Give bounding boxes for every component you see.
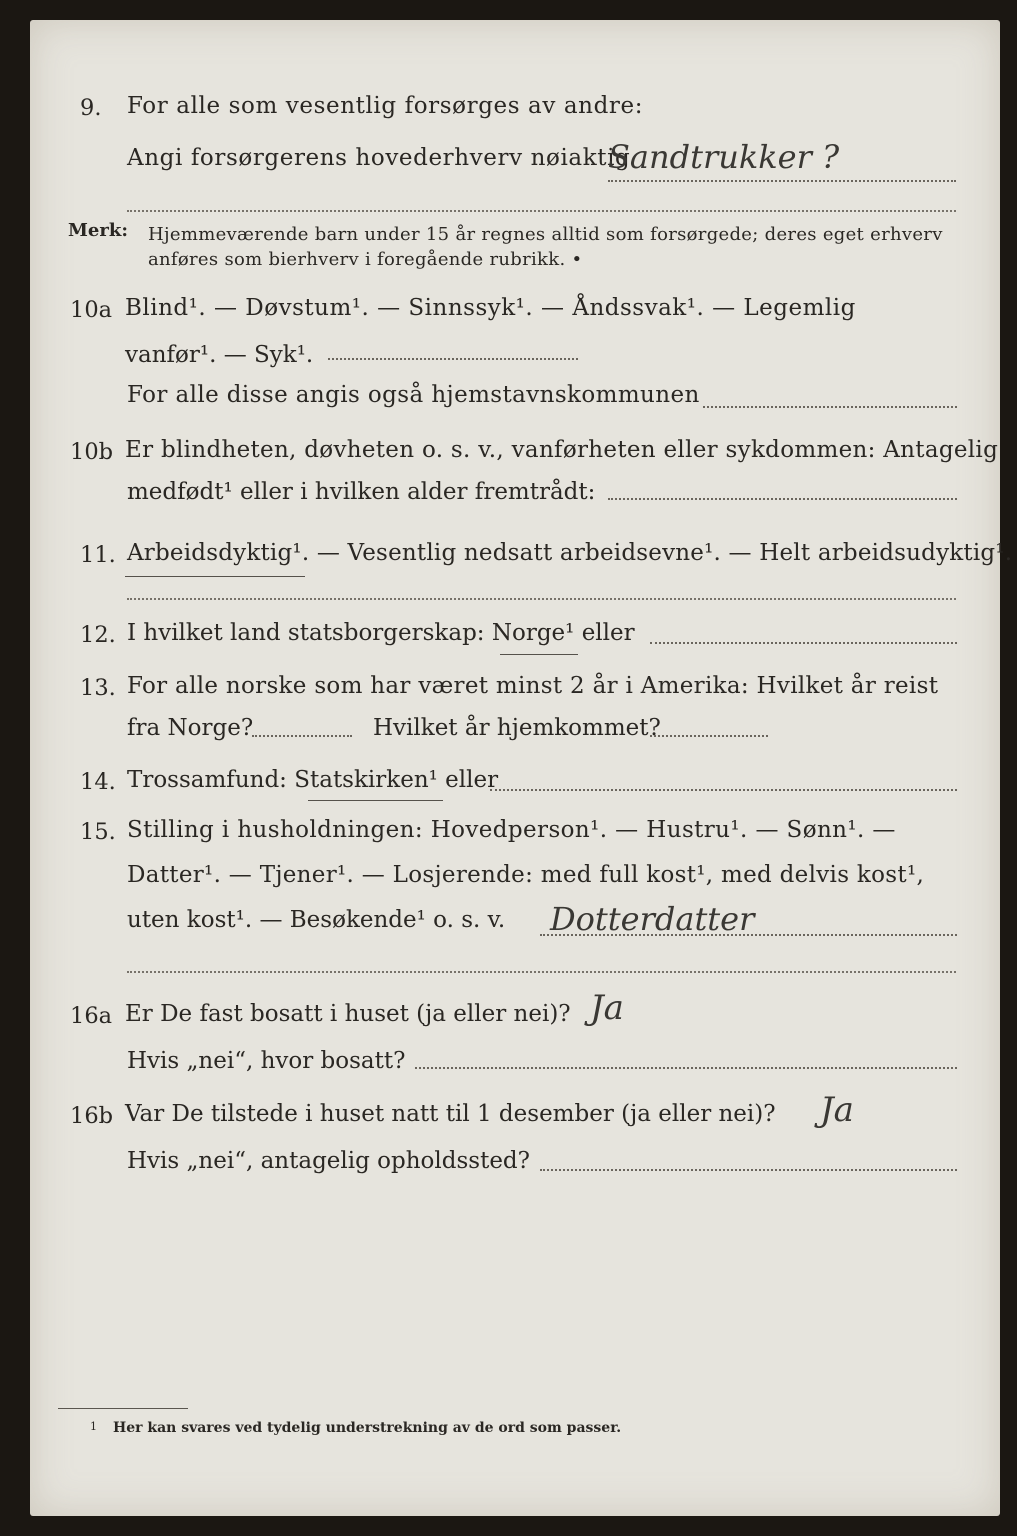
q12-underline-mark	[500, 654, 578, 655]
q10a-line2: vanfør¹. — Syk¹.	[125, 342, 314, 368]
q11-extra-line	[127, 598, 956, 600]
q16b-number: 16b	[70, 1103, 114, 1129]
q9-line1: For alle som vesentlig forsørges av andre:	[127, 93, 644, 119]
q13-line2b: Hvilket år hjemkommet?	[373, 715, 661, 741]
q15-number: 15.	[80, 819, 116, 845]
footnote-text: Her kan svares ved tydelig understrekning av de ord som passer.	[113, 1420, 622, 1436]
q16a-line2: Hvis „nei“, hvor bosatt?	[127, 1048, 406, 1074]
q13-year-returned-blank	[650, 735, 768, 737]
q16a-number: 16a	[70, 1003, 113, 1029]
q15-answer-line	[540, 934, 957, 936]
q15-line1: Stilling i husholdningen: Hovedperson¹. — Hustru¹. — Sønn¹. —	[127, 817, 896, 843]
q9-extra-line	[127, 210, 956, 212]
q13-line1: For alle norske som har været minst 2 år i Amerika: Hvilket år reist	[127, 673, 939, 699]
q16b-handwritten-answer: Ja	[820, 1090, 854, 1130]
q9-handwritten-answer: Sandtrukker ?	[608, 138, 840, 176]
q15-line2: Datter¹. — Tjener¹. — Losjerende: med full kost¹, med delvis kost¹,	[127, 862, 925, 888]
q9-number: 9.	[80, 95, 102, 121]
merk-line2: anføres som bierhverv i foregående rubrikk. •	[148, 249, 583, 270]
footnote-rule	[58, 1408, 188, 1409]
q10a-line2-blank	[328, 358, 578, 360]
q16b-line1: Var De tilstede i huset natt til 1 desember (ja eller nei)?	[125, 1101, 776, 1127]
q16b-line2: Hvis „nei“, antagelig opholdssted?	[127, 1148, 530, 1174]
q16a-line1: Er De fast bosatt i huset (ja eller nei)?	[125, 1001, 571, 1027]
footnote-mark: 1	[90, 1420, 97, 1433]
q10b-number: 10b	[70, 439, 114, 465]
q10a-line3: For alle disse angis også hjemstavnskommunen	[127, 382, 700, 408]
merk-label: Merk:	[68, 220, 128, 241]
q11-underline-mark	[125, 576, 305, 577]
q9-answer-line	[608, 180, 956, 182]
q10b-line2: medfødt¹ eller i hvilken alder fremtrådt:	[127, 479, 596, 505]
q16a-handwritten-answer: Ja	[590, 988, 624, 1028]
q15-handwritten-answer: Dotterdatter	[550, 900, 755, 938]
q11-number: 11.	[80, 542, 116, 568]
q15-extra-line	[127, 971, 956, 973]
q10b-line1: Er blindheten, døvheten o. s. v., vanførheten eller sykdommen: Antagelig	[125, 437, 999, 463]
q12-line1: I hvilket land statsborgerskap: Norge¹ eller	[127, 620, 635, 646]
q14-line1: Trossamfund: Statskirken¹ eller	[127, 767, 499, 793]
q13-line2a: fra Norge?	[127, 715, 254, 741]
q12-number: 12.	[80, 622, 116, 648]
census-form-page	[30, 20, 1013, 1516]
merk-line1: Hjemmeværende barn under 15 år regnes alltid som forsørgede; deres eget erhverv	[148, 224, 943, 245]
q10a-number: 10a	[70, 297, 113, 323]
q16a-line2-blank	[415, 1067, 957, 1069]
q9-line2: Angi forsørgerens hovederhverv nøiaktig	[127, 145, 631, 171]
q16b-line2-blank	[540, 1169, 957, 1171]
q10a-line1: Blind¹. — Døvstum¹. — Sinnssyk¹. — Åndssvak¹. — Legemlig	[125, 295, 856, 321]
q14-underline-mark	[308, 800, 443, 801]
q10a-line3-blank	[703, 406, 957, 408]
q14-blank	[490, 789, 957, 791]
q15-line3: uten kost¹. — Besøkende¹ o. s. v.	[127, 907, 506, 933]
q11-line1: Arbeidsdyktig¹. — Vesentlig nedsatt arbeidsevne¹. — Helt arbeidsudyktig¹.	[127, 540, 1013, 566]
q14-number: 14.	[80, 769, 116, 795]
q12-blank	[650, 642, 957, 644]
q13-year-left-blank	[252, 735, 352, 737]
q10b-line2-blank	[608, 498, 957, 500]
q13-number: 13.	[80, 675, 116, 701]
